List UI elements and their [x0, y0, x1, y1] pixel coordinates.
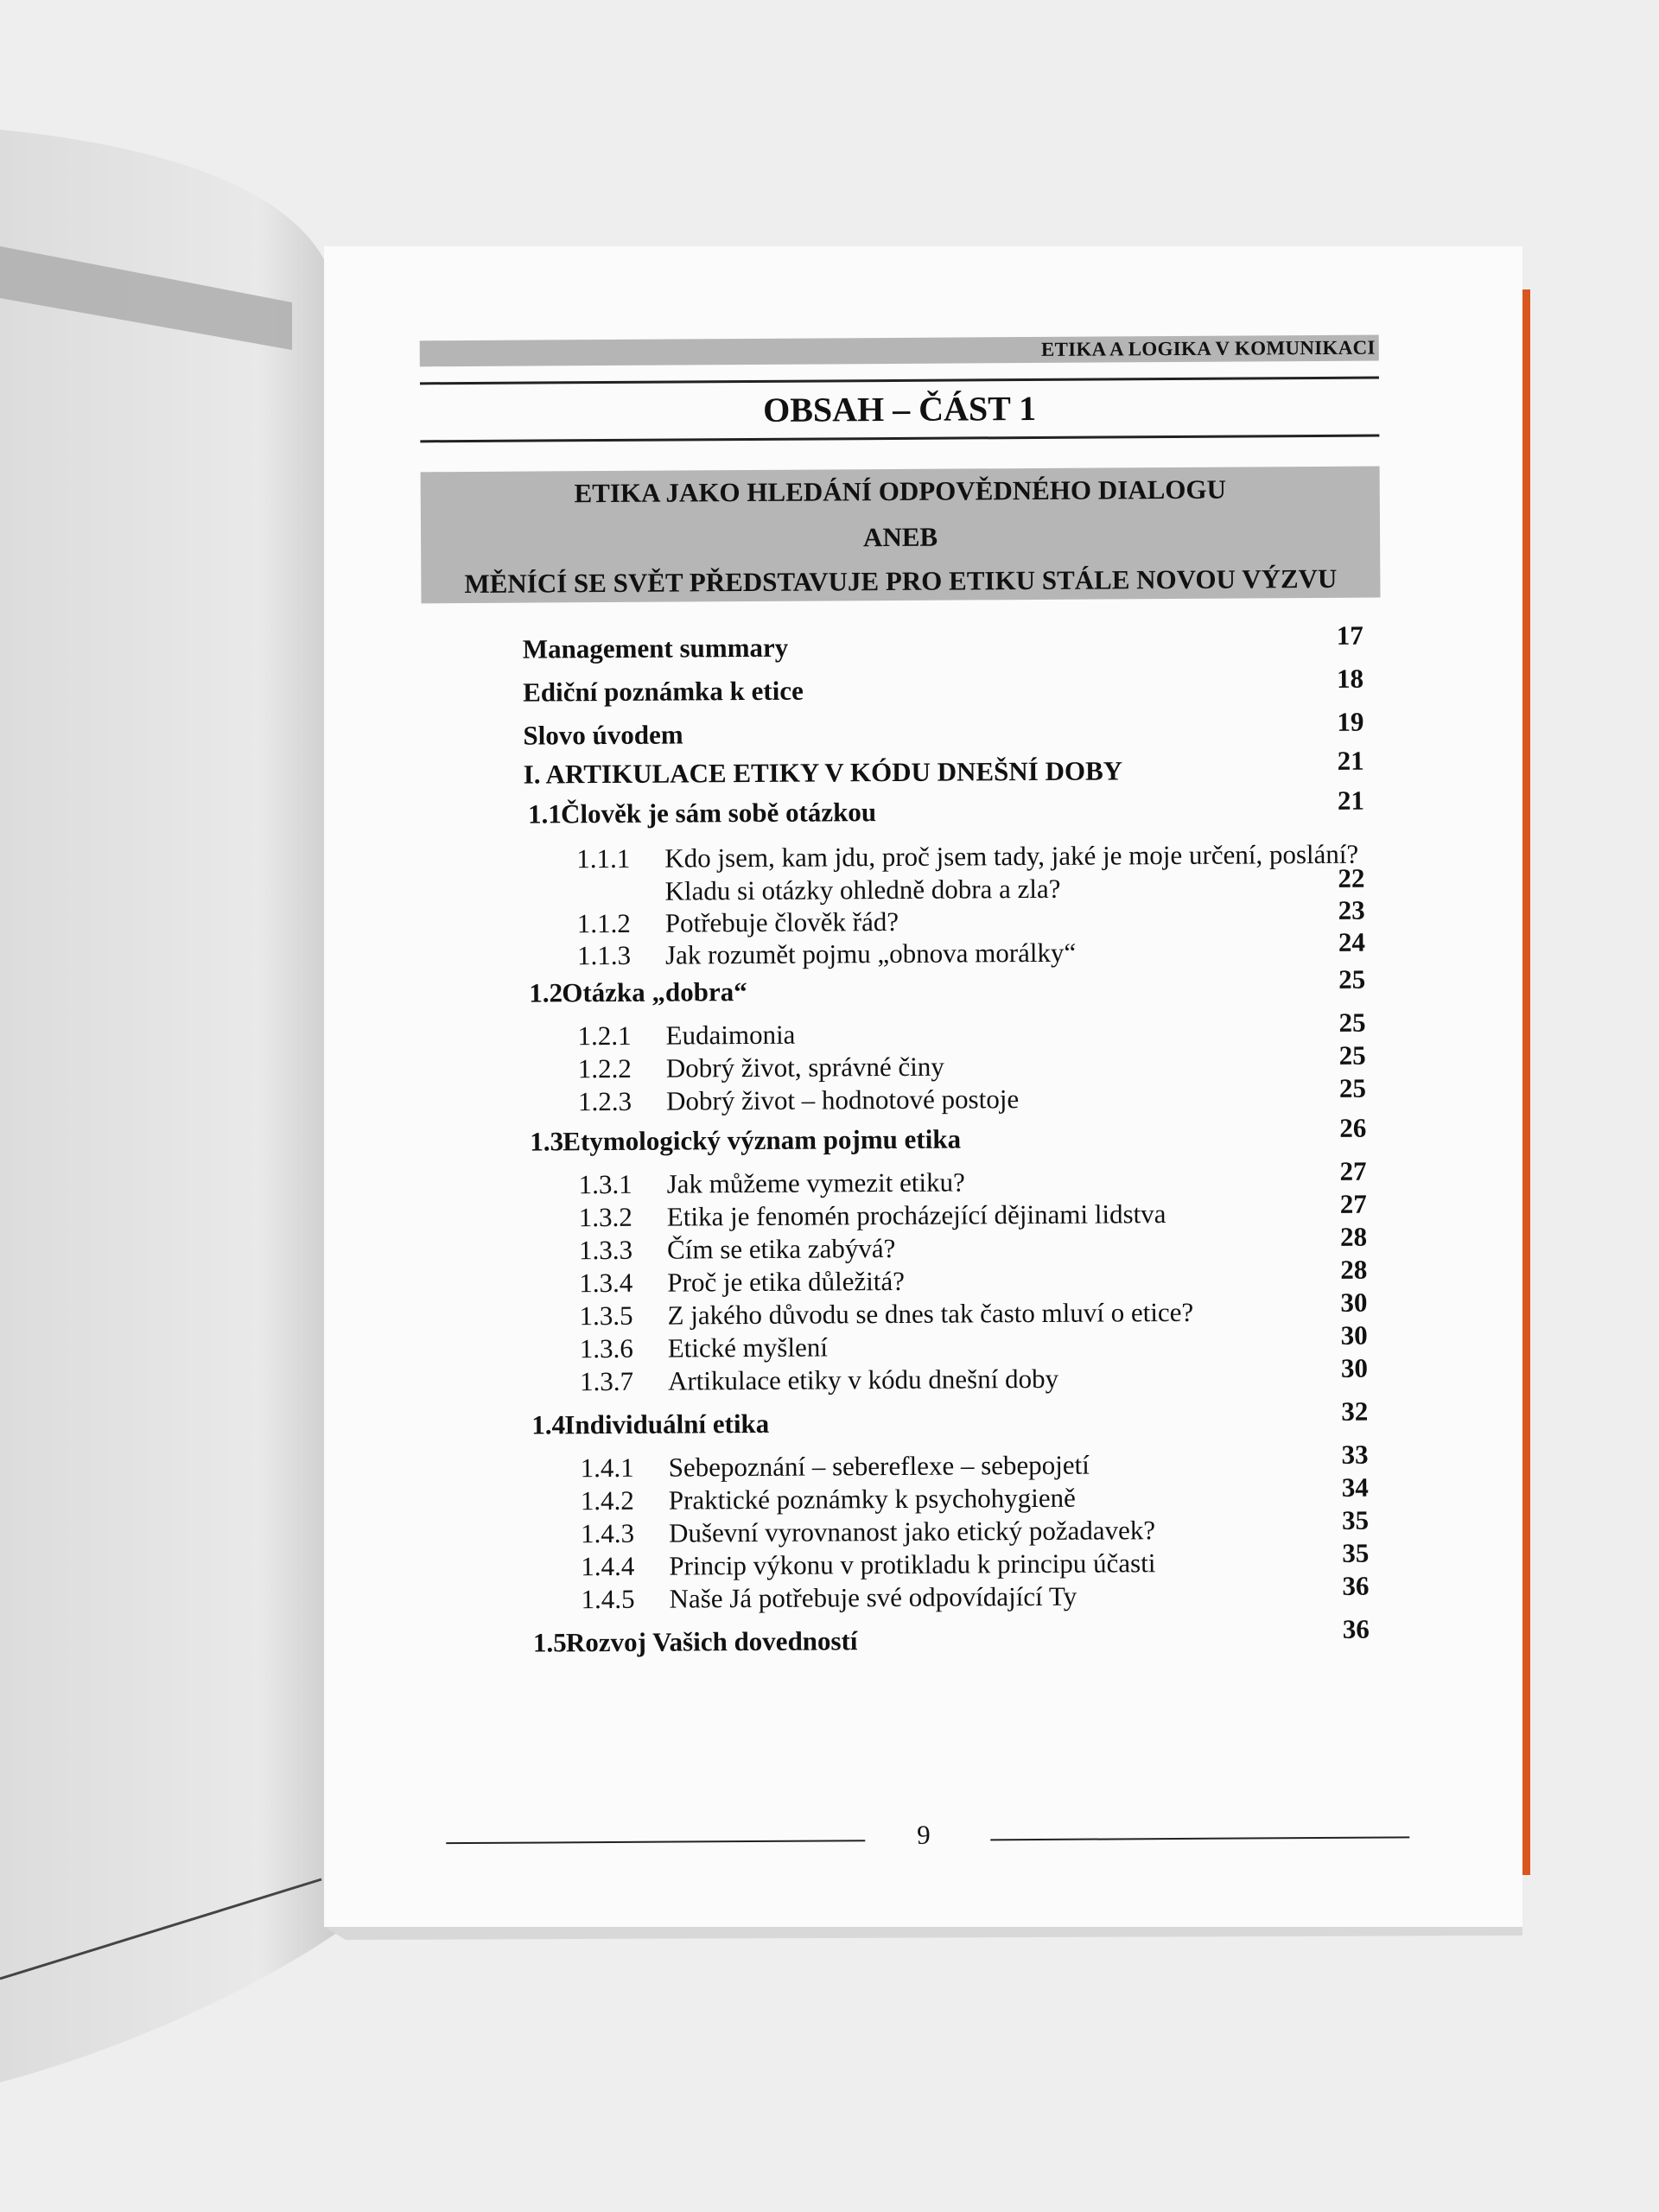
toc-entry-page: 28	[1339, 1221, 1368, 1252]
toc-entry-title: Kladu si otázky ohledně dobra a zla?	[664, 873, 1061, 906]
toc-entry-page: 23	[1338, 894, 1365, 925]
banner-line-2: ANEB	[862, 521, 938, 553]
toc-entry	[332, 1439, 1369, 1484]
toc-entry-number: 1.5	[532, 1627, 567, 1658]
toc-entry-page: 28	[1340, 1254, 1368, 1285]
toc-entry-page: 33	[1341, 1439, 1369, 1470]
toc-entry-title: Čím se etika zabývá?	[666, 1232, 896, 1265]
toc-entry-title: Eudaimonia	[665, 1019, 796, 1051]
toc-entry-number: 1.3.6	[579, 1332, 633, 1364]
toc-entry	[327, 745, 1364, 790]
toc-entry	[331, 1352, 1369, 1397]
toc-entry	[327, 663, 1364, 708]
toc-entry-title: I. ARTIKULACE ETIKY V KÓDU DNEŠNÍ DOBY	[523, 755, 1123, 790]
toc-entry-page: 32	[1341, 1395, 1369, 1427]
left-page	[0, 130, 346, 2082]
toc-entry-number: 1.4.5	[581, 1583, 635, 1615]
toc-entry-number: 1.3.3	[578, 1234, 633, 1266]
toc-entry-number: 1.3.4	[579, 1267, 633, 1299]
toc-entry-page: 26	[1339, 1112, 1367, 1143]
banner-line-1: ETIKA JAKO HLEDÁNÍ ODPOVĚDNÉHO DIALOGU	[574, 474, 1227, 509]
toc-entry-title: Jak rozumět pojmu „obnova morálky“	[664, 937, 1077, 970]
toc-entry-title: Naše Já potřebuje své odpovídající Ty	[669, 1580, 1077, 1614]
toc-entry-number: 1.3	[530, 1126, 564, 1157]
toc-entry-number: 1.2.1	[577, 1020, 632, 1052]
toc-entry-number: 1.4.1	[580, 1452, 634, 1484]
toc-entry-page: 25	[1338, 1039, 1366, 1071]
page-title: OBSAH – ČÁST 1	[763, 388, 1037, 429]
toc-entry	[328, 963, 1366, 1008]
running-head: ETIKA A LOGIKA V KOMUNIKACI	[420, 335, 1379, 367]
toc-entry-page: 30	[1340, 1352, 1369, 1383]
toc-entry-page: 18	[1336, 663, 1364, 694]
toc-entry-title: Ediční poznámka k etice	[523, 675, 804, 708]
toc-entry	[327, 838, 1364, 874]
toc-entry	[328, 1007, 1366, 1052]
toc-entry-title: Kdo jsem, kam jdu, proč jsem tady, jaké je moje určení, poslání?	[664, 838, 1359, 874]
toc-entry-page	[1287, 830, 1364, 831]
toc-entry-page: 35	[1342, 1537, 1370, 1568]
footer-rule-left	[446, 1840, 865, 1844]
toc-entry-number: 1.4.2	[580, 1484, 634, 1516]
toc-entry-number: 1.4.3	[580, 1517, 635, 1549]
toc-entry-title: Z jakého důvodu se dnes tak často mluví o etice?	[667, 1296, 1194, 1331]
toc-entry-title: Etické myšlení	[667, 1332, 828, 1363]
toc-entry-title: Duševní vyrovnanost jako etický požadavek?	[668, 1515, 1156, 1548]
toc-entry-title: Potřebuje člověk řád?	[664, 906, 899, 938]
toc-entry-number: 1.3.2	[578, 1201, 632, 1233]
toc-entry-title: Etika je fenomén procházející dějinami lidstva	[666, 1198, 1166, 1232]
toc-entry-page: 22	[1338, 862, 1365, 893]
toc-entry-page: 25	[1338, 1007, 1366, 1038]
toc-entry-number: 1.2	[529, 977, 563, 1008]
page-number: 9	[917, 1819, 931, 1850]
toc-entry-number: 1.4	[531, 1409, 566, 1440]
toc-entry-number: 1.1.2	[576, 907, 631, 939]
toc-entry	[329, 1112, 1367, 1157]
toc-entry-title: Individuální etika	[564, 1408, 770, 1440]
toc-entry	[327, 785, 1365, 830]
toc-entry-title: Management summary	[522, 632, 789, 664]
toc-entry-number: 1.3.1	[578, 1168, 632, 1200]
toc-entry-page: 19	[1337, 706, 1364, 737]
toc-entry-title: Otázka „dobra“	[562, 976, 747, 1008]
toc-entry-number: 1.1.1	[576, 842, 631, 874]
toc-entry-page: 30	[1340, 1287, 1368, 1318]
toc-entry-page: 30	[1340, 1319, 1368, 1351]
toc-entry-page: 35	[1341, 1504, 1370, 1535]
toc-entry-title: Jak můžeme vymezit etiku?	[666, 1166, 965, 1199]
toc-entry-page: 25	[1338, 963, 1366, 995]
toc-entry-title: Slovo úvodem	[523, 719, 683, 751]
toc-entry-title: Praktické poznámky k psychohygieně	[668, 1482, 1076, 1516]
section-banner	[421, 467, 1381, 604]
toc-entry	[327, 620, 1363, 664]
toc-entry-title: Etymologický význam pojmu etika	[563, 1123, 962, 1157]
toc-entry-number: 1.2.3	[577, 1085, 632, 1117]
book-page	[324, 239, 1533, 1927]
toc-entry-page: 27	[1339, 1155, 1367, 1186]
toc-entry-number: 1.2.2	[577, 1052, 632, 1084]
toc-entry	[329, 1039, 1366, 1084]
toc-entry-number: 1.3.7	[579, 1365, 634, 1397]
toc-entry-number: 1.4.4	[581, 1550, 635, 1582]
toc-entry-title: Artikulace etiky v kódu dnešní doby	[667, 1363, 1059, 1396]
toc-entry-page: 17	[1336, 620, 1363, 651]
toc-entry	[330, 1155, 1367, 1200]
toc-entry-page: 36	[1342, 1570, 1370, 1601]
toc-entry	[331, 1395, 1369, 1440]
toc-entry-page: 21	[1337, 745, 1364, 776]
toc-entry-title: Princip výkonu v protikladu k principu účasti	[669, 1548, 1156, 1581]
toc-entry-page: 25	[1338, 1072, 1367, 1103]
toc-entry-title: Proč je etika důležitá?	[667, 1265, 906, 1298]
toc-entry-title: Člověk je sám sobě otázkou	[560, 797, 877, 830]
toc-entry-title: Sebepoznání – sebereflexe – sebepojetí	[668, 1449, 1090, 1483]
toc-entry-number: 1.3.5	[579, 1300, 633, 1332]
toc-entry-title: Rozvoj Vašich dovedností	[565, 1625, 858, 1658]
toc-entry-page: 36	[1342, 1613, 1370, 1644]
toc-entry	[327, 706, 1364, 751]
toc-entry	[333, 1613, 1370, 1658]
toc-entry-number: 1.1.3	[576, 939, 632, 971]
toc-entry-page: 21	[1337, 785, 1365, 816]
footer-rule-right	[990, 1836, 1409, 1840]
toc-entry-title: Dobrý život – hodnotové postoje	[665, 1084, 1020, 1116]
toc-entry-page: 27	[1339, 1188, 1367, 1219]
toc-entry-page: 34	[1341, 1471, 1369, 1503]
toc-entry-number: 1.1	[527, 798, 562, 830]
banner-line-3: MĚNÍCÍ SE SVĚT PŘEDSTAVUJE PRO ETIKU STÁLE NOVOU VÝZVU	[464, 563, 1338, 600]
toc-entry-title: Dobrý život, správné činy	[665, 1051, 944, 1084]
toc-entry-page: 24	[1338, 926, 1366, 957]
